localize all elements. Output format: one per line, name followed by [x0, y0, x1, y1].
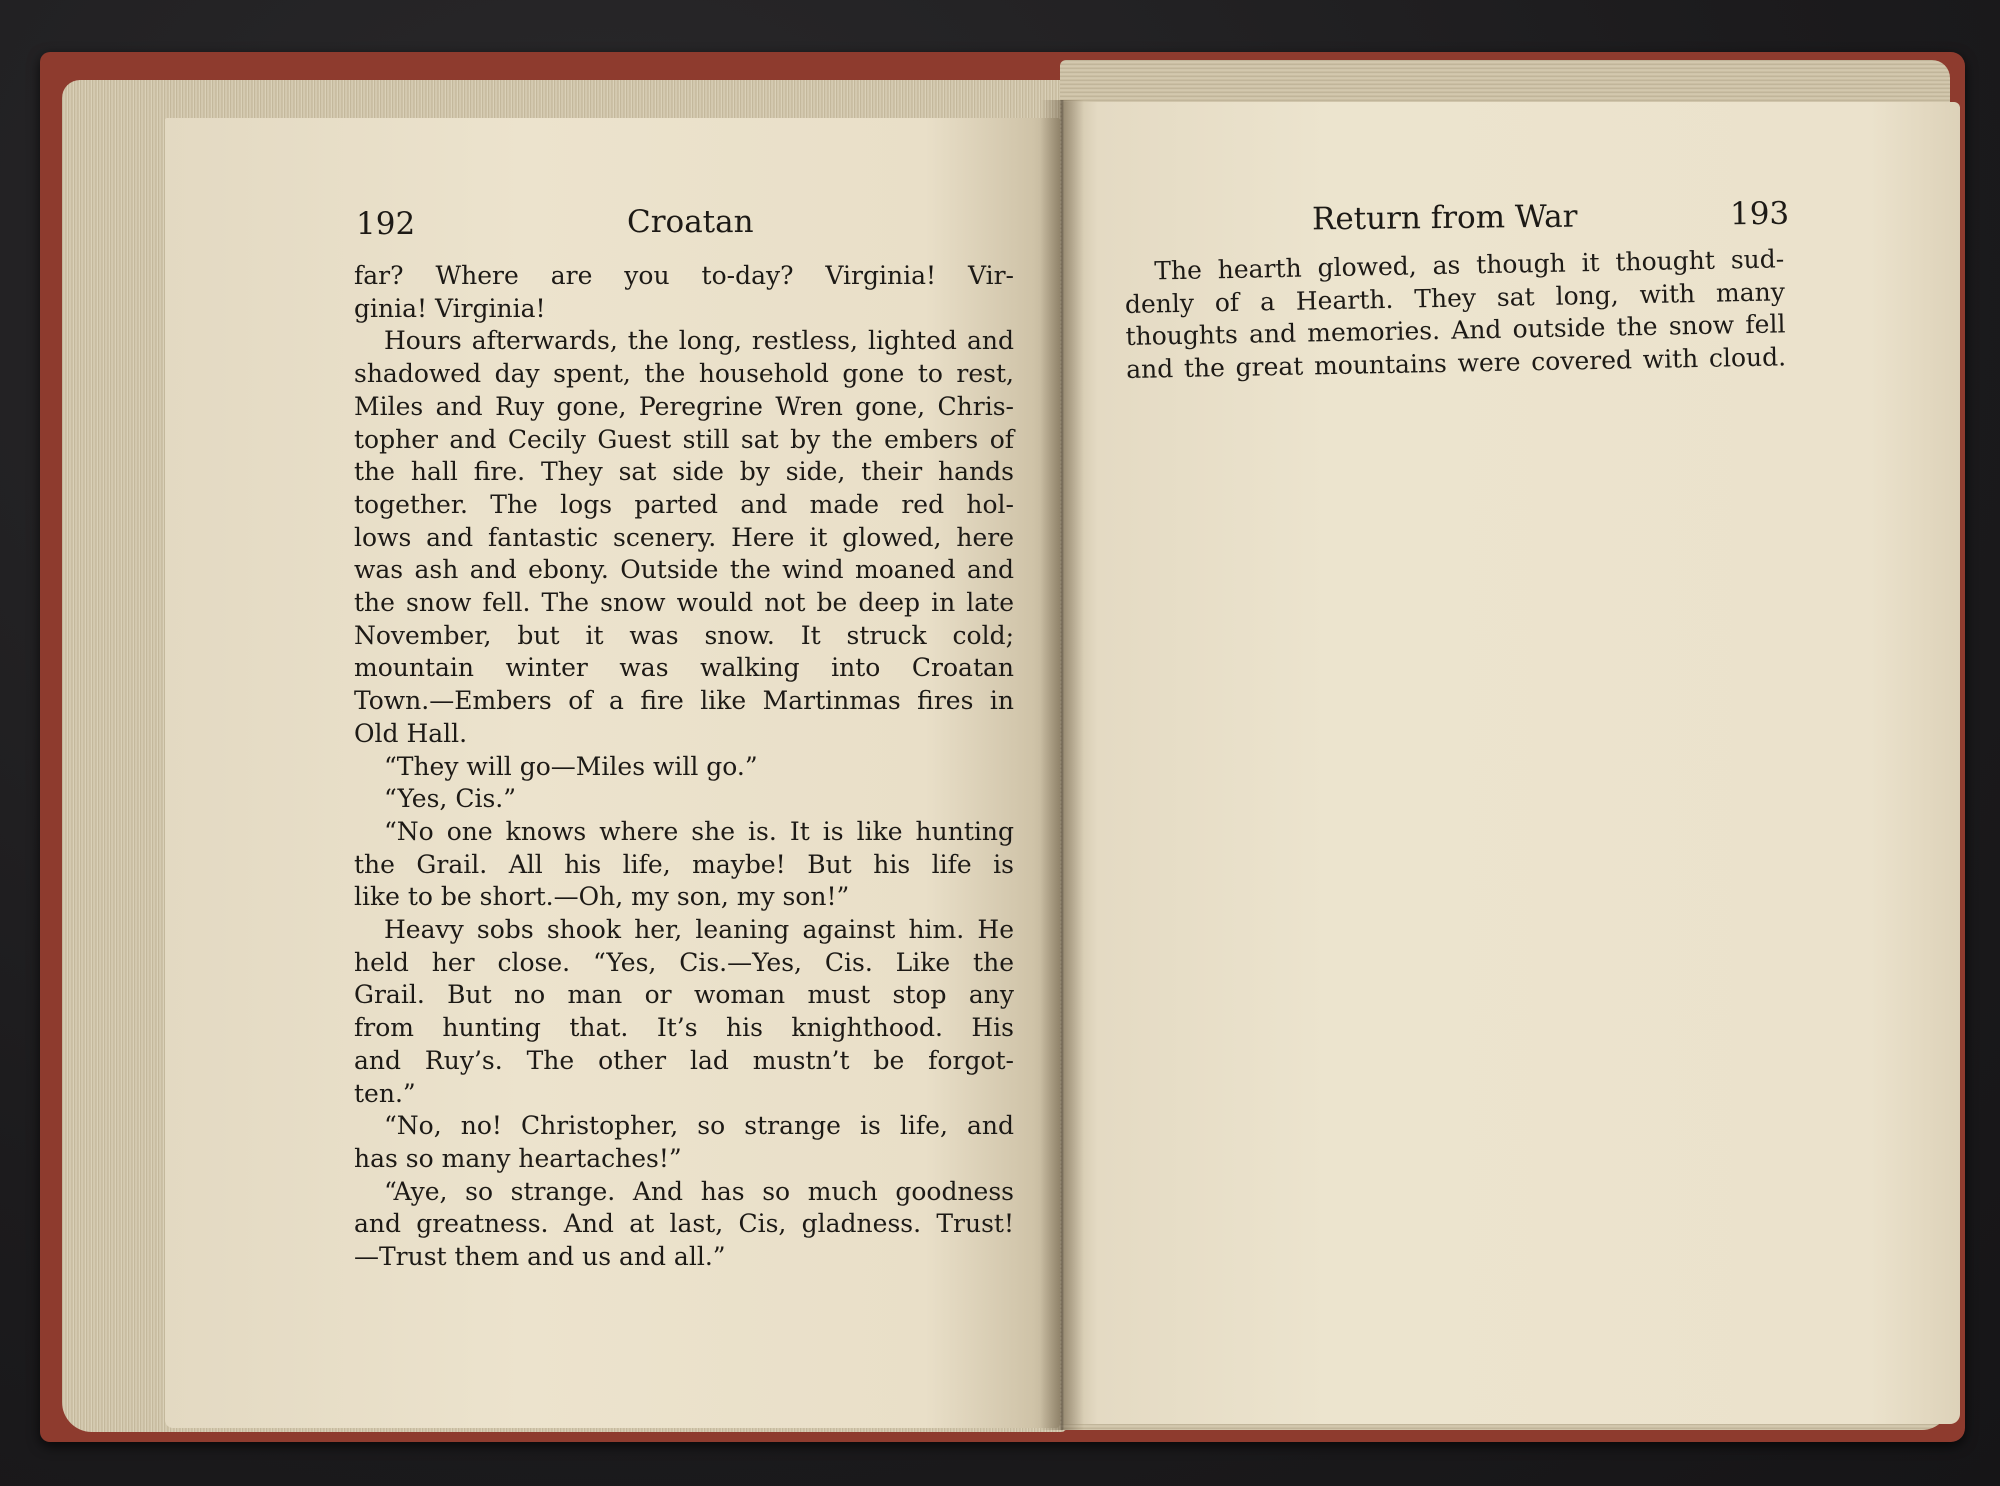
text-line: ginia! Virginia!: [354, 293, 546, 323]
text-line: “Aye, so strange. And has so much goodness: [384, 1176, 1014, 1206]
text-line: lows and fantastic scenery. Here it glowed, here: [354, 522, 1014, 552]
text-line: “They will go—Miles will go.”: [384, 751, 758, 781]
text-line: and Ruy’s. The other lad mustn’t be forgot-: [354, 1045, 1014, 1075]
book-gutter: [1040, 100, 1084, 1430]
text-line: the hall fire. They sat side by side, their hands: [354, 457, 1014, 487]
text-line: “Yes, Cis.”: [384, 784, 517, 814]
text-line: mountain winter was walking into Croatan: [354, 653, 1014, 683]
text-line: and the great mountains were covered with cloud.: [1125, 342, 1787, 385]
text-line: ten.”: [354, 1078, 416, 1108]
right-page-text: [1124, 243, 1786, 386]
text-line: Hours afterwards, the long, restless, lighted and: [384, 326, 1014, 356]
text-line: far? Where are you to-day? Virginia! Vir-: [354, 261, 1014, 290]
text-line: Town.—Embers of a fire like Martinmas fires in: [354, 686, 1014, 716]
text-line: topher and Cecily Guest still sat by the embers of: [354, 424, 1014, 454]
text-line: Heavy sobs shook her, leaning against him. He: [384, 915, 1014, 945]
left-page-text: [354, 260, 1014, 1274]
text-line: thoughts and memories. And outside the snow fell: [1125, 309, 1786, 352]
text-line: from hunting that. It’s his knighthood. His: [354, 1013, 1014, 1043]
text-line: “No one knows where she is. It is like hunting: [384, 816, 1014, 846]
text-line: The hearth glowed, as though it thought sud-: [1154, 244, 1785, 286]
text-line: the snow fell. The snow would not be deep in late: [354, 588, 1014, 618]
text-line: Grail. But no man or woman must stop any: [354, 980, 1014, 1010]
text-line: “No, no! Christopher, so strange is life, and: [384, 1111, 1014, 1141]
text-line: was ash and ebony. Outside the wind moaned and: [354, 555, 1014, 585]
right-running-head: Return from War: [1311, 198, 1578, 238]
text-line: denly of a Hearth. They sat long, with many: [1124, 277, 1786, 319]
text-line: —Trust them and us and all.”: [354, 1242, 726, 1272]
right-page-number: 193: [1729, 195, 1790, 233]
text-line: shadowed day spent, the household gone to rest,: [354, 359, 1014, 389]
text-line: together. The logs parted and made red hol-: [354, 489, 1014, 519]
text-line: Miles and Ruy gone, Peregrine Wren gone, Chris-: [354, 391, 1014, 421]
left-page-number: 192: [356, 206, 416, 242]
text-line: and greatness. And at last, Cis, gladness. Trust!: [354, 1209, 1014, 1239]
left-running-head: Croatan: [627, 204, 754, 240]
text-line: the Grail. All his life, maybe! But his life is: [354, 849, 1014, 879]
text-line: held her close. “Yes, Cis.—Yes, Cis. Like the: [354, 947, 1014, 977]
text-line: like to be short.—Oh, my son, my son!”: [354, 882, 850, 912]
text-line: has so many heartaches!”: [354, 1143, 682, 1173]
text-line: Old Hall.: [354, 718, 468, 748]
text-line: November, but it was snow. It struck cold;: [354, 620, 1014, 650]
